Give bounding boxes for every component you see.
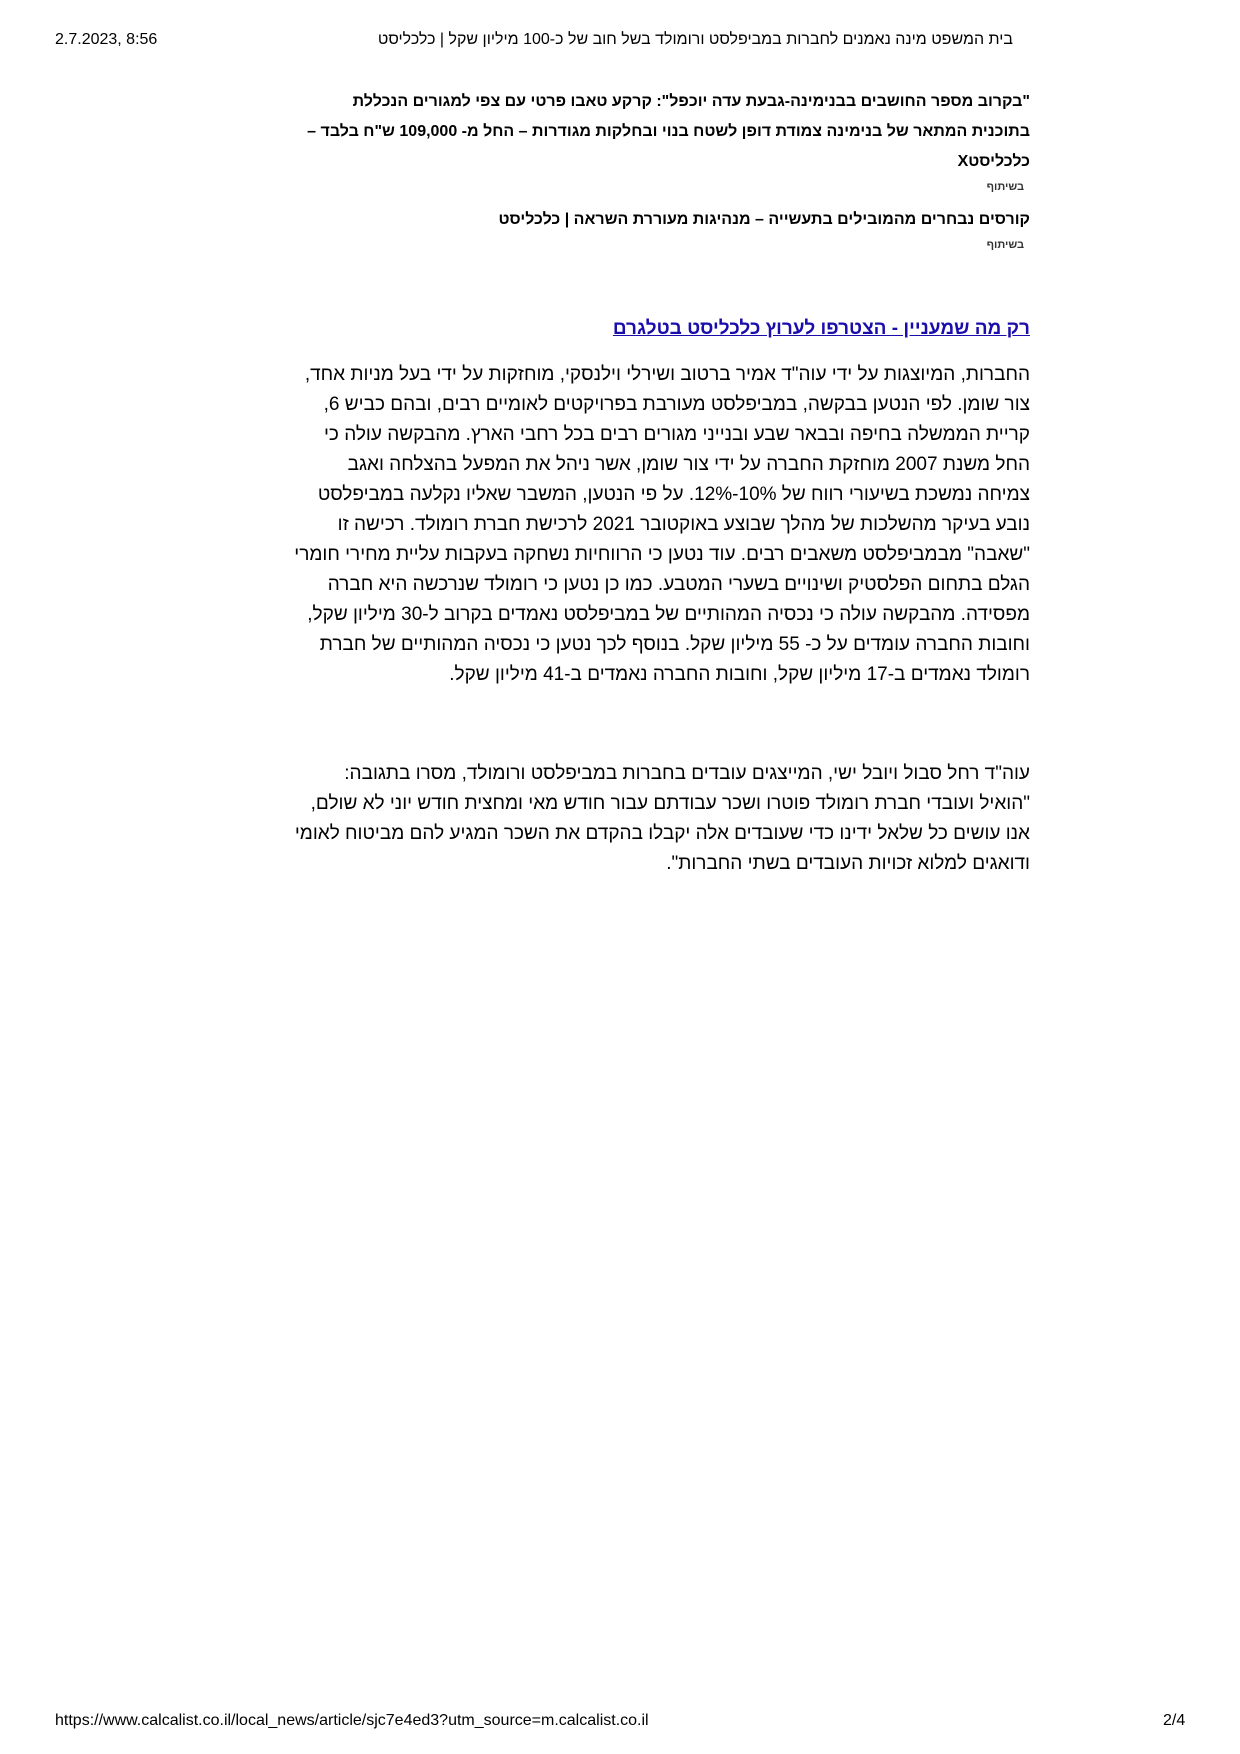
telegram-channel-link[interactable]: רק מה שמעניין - הצטרפו לערוץ כלכליסט בטלגרם: [612, 318, 1030, 339]
print-url: https://www.calcalist.co.il/local_news/article/sjc7e4ed3?utm_source=m.calcalist.co.il: [55, 1712, 649, 1729]
article-paragraph: החברות, המיוצגות על ידי עוה"ד אמיר ברטוב ושירלי וילנסקי, מוחזקות על ידי בעל מניות אחד, צור שומן. לפי הנטען בבקשה, במביפלסט מעורבת בפרויקטים לאומיים רבים, ובהם כביש 6, קריית הממשלה בחיפה ובבאר שבע ובנייני מגורים רבים בכל רחבי הארץ. מהבקשה עולה כי החל משנת 2007 מוחזקת החברה על ידי צור שומן, אשר ניהל את המפעל בהצלחה ואגב צמיחה נמשכת בשיעורי רווח של 10%-12%. על פי הנטען, המשבר שאליו נקלעה במביפלסט נובע בעיקר מהשלכות של מהלך שבוצע באוקטובר 2021 לרכישת חברת רומולד. רכישה זו "שאבה" מבמביפלסט משאבים רבים. עוד נטען כי הרווחיות נשחקה בעקבות עליית מחירי חומרי הגלם בתחום הפלסטיק ושינויים בשערי המטבע. כמו כן נטען כי רומולד שנרכשה היא חברה מפסידה. מהבקשה עולה כי נכסיה המהותיים של במביפלסט נאמדים בקרוב ל-30 מיליון שקל, וחובות החברה עומדים על כ- 55 מיליון שקל. בנוסף לכך נטען כי נכסיה המהותיים של חברת רומולד נאמדים ב-17 מיליון שקל, וחובות החברה נאמדים ב-41 מיליון שקל.: [294, 364, 1030, 685]
print-datetime: 2.7.2023, 8:56: [55, 31, 158, 48]
promo-title[interactable]: קורסים נבחרים מהמובילים בתעשייה – מנהיגות מעוררת השראה | כלכליסט: [498, 211, 1030, 228]
promo-title[interactable]: "בקרוב מספר החושבים בבנימינה-גבעת עדה יוכפל": קרקע טאבו פרטי עם צפי למגורים הנכללת בתוכנית המתאר של בנימינה צמודת דופן לשטח בנוי ובחלקות מגודרות – החל מ- 109,000 ש"ח בלבד – כלכליסטX: [307, 93, 1030, 170]
print-page-number: 2/4: [1163, 1712, 1186, 1729]
promo-item[interactable]: [290, 205, 1030, 251]
article-paragraph: עוה"ד רחל סבול ויובל ישי, המייצגים עובדים בחברות במביפלסט ורומולד, מסרו בתגובה: "הואיל ועובדי חברת רומולד פוטרו ושכר עבודתם עבור חודש מאי ומחצית חודש יוני לא שולם, אנו עושים כל שלאל ידינו כדי שעובדים אלה יקבלו בהקדם את השכר המגיע להם מביטוח לאומי ודואגים למלוא זכויות העובדים בשתי החברות".: [294, 763, 1030, 874]
promo-credit: בשיתוף: [986, 239, 1024, 251]
print-page-title: בית המשפט מינה נאמנים לחברות במביפלסט ורומולד בשל חוב של כ-100 מיליון שקל | כלכליסט: [377, 31, 1013, 48]
article-content: [290, 0, 1030, 1700]
promo-credit: בשיתוף: [986, 181, 1024, 193]
promo-item[interactable]: [290, 87, 1030, 193]
